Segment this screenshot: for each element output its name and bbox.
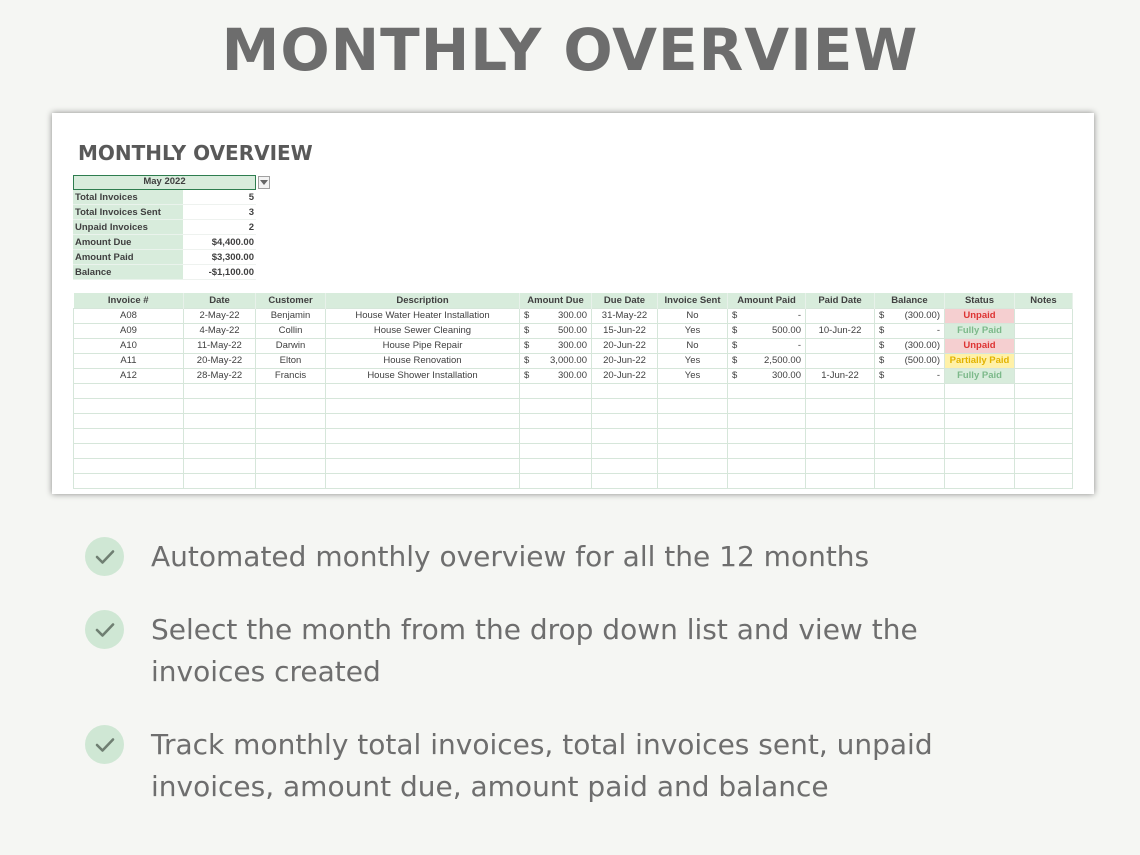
cell-amount-paid-value bbox=[730, 325, 803, 336]
cell-date[interactable]: 28-May-22 bbox=[184, 368, 256, 383]
cell-status-badge[interactable]: Unpaid bbox=[945, 338, 1015, 353]
empty-cell[interactable] bbox=[592, 443, 658, 458]
empty-cell[interactable] bbox=[520, 428, 592, 443]
empty-cell[interactable] bbox=[256, 443, 326, 458]
currency-symbol: $ bbox=[524, 355, 530, 366]
invoice-table bbox=[73, 293, 1073, 489]
cell-status-badge[interactable]: Fully Paid bbox=[945, 368, 1015, 383]
column-header[interactable]: Amount Paid bbox=[728, 293, 806, 308]
empty-cell[interactable] bbox=[658, 443, 728, 458]
empty-cell[interactable] bbox=[256, 398, 326, 413]
empty-cell[interactable] bbox=[184, 443, 256, 458]
empty-cell[interactable] bbox=[728, 413, 806, 428]
cell-amount-paid[interactable] bbox=[728, 338, 806, 353]
empty-cell[interactable] bbox=[256, 473, 326, 488]
currency-symbol: $ bbox=[879, 340, 885, 351]
column-header[interactable]: Status bbox=[945, 293, 1015, 308]
empty-cell[interactable] bbox=[592, 383, 658, 398]
currency-symbol: $ bbox=[524, 370, 530, 381]
cell-balance[interactable] bbox=[875, 353, 945, 368]
cell-customer[interactable]: Francis bbox=[256, 368, 326, 383]
cell-customer[interactable]: Benjamin bbox=[256, 308, 326, 323]
empty-cell[interactable] bbox=[520, 458, 592, 473]
empty-cell[interactable] bbox=[875, 383, 945, 398]
cell-paid-date[interactable] bbox=[806, 353, 875, 368]
cell-notes[interactable] bbox=[1015, 308, 1073, 323]
empty-table-row bbox=[74, 383, 1073, 398]
amount: - bbox=[797, 340, 801, 351]
cell-balance-value bbox=[877, 325, 942, 336]
empty-table-row bbox=[74, 458, 1073, 473]
cell-notes[interactable] bbox=[1015, 338, 1073, 353]
table-row bbox=[74, 338, 1073, 353]
empty-cell[interactable] bbox=[74, 383, 184, 398]
table-row bbox=[74, 308, 1073, 323]
feature-list bbox=[85, 536, 1085, 839]
cell-description[interactable]: House Renovation bbox=[326, 353, 520, 368]
cell-amount-due-value bbox=[522, 340, 589, 351]
month-dropdown-button[interactable] bbox=[258, 176, 270, 189]
column-header[interactable]: Description bbox=[326, 293, 520, 308]
cell-invoice-sent[interactable]: No bbox=[658, 308, 728, 323]
selected-month: May 2022 bbox=[143, 176, 186, 187]
cell-invoice-sent[interactable]: Yes bbox=[658, 323, 728, 338]
sheet-title: MONTHLY OVERVIEW bbox=[78, 141, 313, 165]
cell-invoice-number[interactable]: A09 bbox=[74, 323, 184, 338]
cell-customer[interactable]: Elton bbox=[256, 353, 326, 368]
summary-row bbox=[73, 205, 269, 220]
cell-status-badge[interactable]: Partially Paid bbox=[945, 353, 1015, 368]
empty-cell[interactable] bbox=[658, 413, 728, 428]
empty-table-row bbox=[74, 443, 1073, 458]
cell-balance[interactable] bbox=[875, 338, 945, 353]
empty-cell[interactable] bbox=[74, 428, 184, 443]
cell-invoice-number[interactable]: A10 bbox=[74, 338, 184, 353]
empty-cell[interactable] bbox=[658, 383, 728, 398]
summary-value: $4,400.00 bbox=[183, 235, 256, 250]
cell-amount-paid-value bbox=[730, 355, 803, 366]
page-title: MONTHLY OVERVIEW bbox=[221, 16, 919, 84]
table-row bbox=[74, 368, 1073, 383]
cell-amount-due[interactable] bbox=[520, 353, 592, 368]
empty-cell[interactable] bbox=[184, 458, 256, 473]
column-header[interactable]: Due Date bbox=[592, 293, 658, 308]
column-header[interactable]: Balance bbox=[875, 293, 945, 308]
empty-cell[interactable] bbox=[806, 428, 875, 443]
empty-cell[interactable] bbox=[326, 428, 520, 443]
cell-date[interactable]: 11-May-22 bbox=[184, 338, 256, 353]
cell-invoice-sent[interactable]: No bbox=[658, 338, 728, 353]
amount: 500.00 bbox=[771, 325, 801, 336]
empty-cell[interactable] bbox=[326, 413, 520, 428]
summary-label: Amount Due bbox=[73, 235, 183, 250]
summary-label: Amount Paid bbox=[73, 250, 183, 265]
summary-row bbox=[73, 190, 269, 205]
currency-symbol: $ bbox=[524, 310, 530, 321]
empty-cell[interactable] bbox=[326, 383, 520, 398]
column-header[interactable]: Date bbox=[184, 293, 256, 308]
amount: 300.00 bbox=[557, 310, 587, 321]
cell-amount-due-value bbox=[522, 370, 589, 381]
check-circle bbox=[85, 610, 124, 649]
empty-cell[interactable] bbox=[728, 443, 806, 458]
empty-cell[interactable] bbox=[74, 398, 184, 413]
empty-cell[interactable] bbox=[945, 443, 1015, 458]
empty-cell[interactable] bbox=[74, 413, 184, 428]
empty-cell[interactable] bbox=[74, 473, 184, 488]
cell-paid-date[interactable]: 1-Jun-22 bbox=[806, 368, 875, 383]
summary-rows bbox=[73, 190, 269, 280]
empty-cell[interactable] bbox=[658, 398, 728, 413]
empty-cell[interactable] bbox=[592, 458, 658, 473]
empty-cell[interactable] bbox=[1015, 458, 1073, 473]
cell-notes[interactable] bbox=[1015, 353, 1073, 368]
cell-amount-paid[interactable] bbox=[728, 353, 806, 368]
amount: 300.00 bbox=[557, 370, 587, 381]
summary-value: 3 bbox=[183, 205, 256, 220]
cell-amount-paid[interactable] bbox=[728, 308, 806, 323]
column-header[interactable]: Paid Date bbox=[806, 293, 875, 308]
table-body bbox=[74, 308, 1073, 488]
cell-amount-due[interactable] bbox=[520, 368, 592, 383]
currency-symbol: $ bbox=[732, 355, 738, 366]
empty-cell[interactable] bbox=[256, 458, 326, 473]
feature-item bbox=[85, 536, 1085, 578]
cell-invoice-sent[interactable]: Yes bbox=[658, 353, 728, 368]
checkmark-icon bbox=[95, 622, 115, 638]
amount: - bbox=[936, 370, 940, 381]
empty-cell[interactable] bbox=[875, 428, 945, 443]
empty-cell[interactable] bbox=[184, 473, 256, 488]
summary-value: 2 bbox=[183, 220, 256, 235]
empty-cell[interactable] bbox=[74, 443, 184, 458]
empty-table-row bbox=[74, 413, 1073, 428]
empty-cell[interactable] bbox=[74, 458, 184, 473]
chevron-down-icon bbox=[260, 180, 268, 186]
empty-cell[interactable] bbox=[875, 443, 945, 458]
cell-amount-paid-value bbox=[730, 310, 803, 321]
empty-table-row bbox=[74, 398, 1073, 413]
cell-amount-due[interactable] bbox=[520, 308, 592, 323]
cell-amount-due-value bbox=[522, 310, 589, 321]
empty-table-row bbox=[74, 473, 1073, 488]
empty-cell[interactable] bbox=[945, 383, 1015, 398]
empty-cell[interactable] bbox=[728, 458, 806, 473]
summary-block bbox=[73, 175, 269, 280]
empty-cell[interactable] bbox=[520, 473, 592, 488]
cell-date[interactable]: 2-May-22 bbox=[184, 308, 256, 323]
cell-balance-value bbox=[877, 310, 942, 321]
cell-invoice-sent[interactable]: Yes bbox=[658, 368, 728, 383]
summary-value: 5 bbox=[183, 190, 256, 205]
empty-cell[interactable] bbox=[184, 428, 256, 443]
empty-cell[interactable] bbox=[1015, 473, 1073, 488]
feature-text: Automated monthly overview for all the 12 months bbox=[151, 540, 870, 573]
empty-cell[interactable] bbox=[806, 383, 875, 398]
empty-cell[interactable] bbox=[806, 413, 875, 428]
currency-symbol: $ bbox=[732, 325, 738, 336]
summary-label: Unpaid Invoices bbox=[73, 220, 183, 235]
empty-cell[interactable] bbox=[592, 413, 658, 428]
cell-due-date[interactable]: 20-Jun-22 bbox=[592, 368, 658, 383]
empty-cell[interactable] bbox=[592, 398, 658, 413]
cell-amount-paid[interactable] bbox=[728, 323, 806, 338]
column-header[interactable]: Notes bbox=[1015, 293, 1073, 308]
empty-cell[interactable] bbox=[875, 458, 945, 473]
empty-cell[interactable] bbox=[728, 428, 806, 443]
check-circle bbox=[85, 537, 124, 576]
summary-value: -$1,100.00 bbox=[183, 265, 256, 280]
summary-label: Total Invoices bbox=[73, 190, 183, 205]
empty-cell[interactable] bbox=[728, 383, 806, 398]
check-circle bbox=[85, 725, 124, 764]
summary-value: $3,300.00 bbox=[183, 250, 256, 265]
currency-symbol: $ bbox=[524, 340, 530, 351]
empty-cell[interactable] bbox=[1015, 443, 1073, 458]
empty-cell[interactable] bbox=[945, 413, 1015, 428]
cell-balance-value bbox=[877, 355, 942, 366]
cell-balance[interactable] bbox=[875, 323, 945, 338]
empty-cell[interactable] bbox=[592, 428, 658, 443]
cell-due-date[interactable]: 31-May-22 bbox=[592, 308, 658, 323]
empty-cell[interactable] bbox=[806, 443, 875, 458]
empty-table-row bbox=[74, 428, 1073, 443]
cell-balance[interactable] bbox=[875, 368, 945, 383]
empty-cell[interactable] bbox=[256, 428, 326, 443]
cell-notes[interactable] bbox=[1015, 368, 1073, 383]
column-header[interactable]: Invoice # bbox=[74, 293, 184, 308]
empty-cell[interactable] bbox=[728, 398, 806, 413]
currency-symbol: $ bbox=[879, 325, 885, 336]
amount: - bbox=[936, 325, 940, 336]
cell-invoice-number[interactable]: A12 bbox=[74, 368, 184, 383]
empty-cell[interactable] bbox=[256, 413, 326, 428]
summary-row bbox=[73, 220, 269, 235]
empty-cell[interactable] bbox=[520, 413, 592, 428]
empty-cell[interactable] bbox=[875, 413, 945, 428]
table-row bbox=[74, 353, 1073, 368]
currency-symbol: $ bbox=[524, 325, 530, 336]
cell-status-badge[interactable]: Unpaid bbox=[945, 308, 1015, 323]
cell-paid-date[interactable] bbox=[806, 308, 875, 323]
empty-cell[interactable] bbox=[592, 473, 658, 488]
cell-description[interactable]: House Shower Installation bbox=[326, 368, 520, 383]
cell-due-date[interactable]: 20-Jun-22 bbox=[592, 353, 658, 368]
cell-amount-paid-value bbox=[730, 340, 803, 351]
empty-cell[interactable] bbox=[184, 398, 256, 413]
cell-invoice-number[interactable]: A11 bbox=[74, 353, 184, 368]
cell-description[interactable]: House Water Heater Installation bbox=[326, 308, 520, 323]
cell-paid-date[interactable] bbox=[806, 338, 875, 353]
empty-cell[interactable] bbox=[875, 473, 945, 488]
empty-cell[interactable] bbox=[520, 398, 592, 413]
cell-date[interactable]: 20-May-22 bbox=[184, 353, 256, 368]
empty-cell[interactable] bbox=[256, 383, 326, 398]
empty-cell[interactable] bbox=[875, 398, 945, 413]
cell-date[interactable]: 4-May-22 bbox=[184, 323, 256, 338]
currency-symbol: $ bbox=[732, 370, 738, 381]
summary-row bbox=[73, 250, 269, 265]
column-header[interactable]: Invoice Sent bbox=[658, 293, 728, 308]
currency-symbol: $ bbox=[879, 310, 885, 321]
cell-balance-value bbox=[877, 340, 942, 351]
cell-description[interactable]: House Pipe Repair bbox=[326, 338, 520, 353]
cell-paid-date[interactable]: 10-Jun-22 bbox=[806, 323, 875, 338]
column-header[interactable]: Customer bbox=[256, 293, 326, 308]
month-selector[interactable] bbox=[73, 175, 256, 190]
empty-cell[interactable] bbox=[945, 398, 1015, 413]
summary-row bbox=[73, 235, 269, 250]
cell-balance[interactable] bbox=[875, 308, 945, 323]
table-row bbox=[74, 323, 1073, 338]
amount: 300.00 bbox=[557, 340, 587, 351]
amount: 300.00 bbox=[771, 370, 801, 381]
empty-cell[interactable] bbox=[326, 458, 520, 473]
empty-cell[interactable] bbox=[1015, 383, 1073, 398]
empty-cell[interactable] bbox=[806, 458, 875, 473]
feature-text: Track monthly total invoices, total invoices sent, unpaid invoices, amount due, amount paid and balance bbox=[151, 728, 933, 803]
summary-label: Balance bbox=[73, 265, 183, 280]
currency-symbol: $ bbox=[732, 310, 738, 321]
empty-cell[interactable] bbox=[326, 443, 520, 458]
cell-amount-due-value bbox=[522, 355, 589, 366]
empty-cell[interactable] bbox=[945, 458, 1015, 473]
cell-amount-paid[interactable] bbox=[728, 368, 806, 383]
currency-symbol: $ bbox=[732, 340, 738, 351]
empty-cell[interactable] bbox=[806, 473, 875, 488]
table-header-row bbox=[74, 293, 1073, 308]
amount: (300.00) bbox=[904, 310, 940, 321]
cell-balance-value bbox=[877, 370, 942, 381]
currency-symbol: $ bbox=[879, 370, 885, 381]
cell-due-date[interactable]: 20-Jun-22 bbox=[592, 338, 658, 353]
empty-cell[interactable] bbox=[728, 473, 806, 488]
cell-customer[interactable]: Collin bbox=[256, 323, 326, 338]
empty-cell[interactable] bbox=[945, 428, 1015, 443]
cell-customer[interactable]: Darwin bbox=[256, 338, 326, 353]
empty-cell[interactable] bbox=[520, 383, 592, 398]
cell-due-date[interactable]: 15-Jun-22 bbox=[592, 323, 658, 338]
amount: - bbox=[797, 310, 801, 321]
empty-cell[interactable] bbox=[326, 473, 520, 488]
empty-cell[interactable] bbox=[658, 428, 728, 443]
amount: 2,500.00 bbox=[764, 355, 801, 366]
cell-amount-due[interactable] bbox=[520, 323, 592, 338]
cell-amount-paid-value bbox=[730, 370, 803, 381]
column-header[interactable]: Amount Due bbox=[520, 293, 592, 308]
empty-cell[interactable] bbox=[1015, 398, 1073, 413]
amount: 500.00 bbox=[557, 325, 587, 336]
feature-item bbox=[85, 724, 1085, 808]
summary-label: Total Invoices Sent bbox=[73, 205, 183, 220]
amount: 3,000.00 bbox=[550, 355, 587, 366]
amount: (300.00) bbox=[904, 340, 940, 351]
empty-cell[interactable] bbox=[806, 398, 875, 413]
empty-cell[interactable] bbox=[1015, 413, 1073, 428]
cell-description[interactable]: House Sewer Cleaning bbox=[326, 323, 520, 338]
empty-cell[interactable] bbox=[184, 383, 256, 398]
empty-cell[interactable] bbox=[945, 473, 1015, 488]
empty-cell[interactable] bbox=[1015, 428, 1073, 443]
cell-status-badge[interactable]: Fully Paid bbox=[945, 323, 1015, 338]
empty-cell[interactable] bbox=[326, 398, 520, 413]
empty-cell[interactable] bbox=[658, 458, 728, 473]
empty-cell[interactable] bbox=[184, 413, 256, 428]
checkmark-icon bbox=[95, 549, 115, 565]
cell-amount-due-value bbox=[522, 325, 589, 336]
summary-row bbox=[73, 265, 269, 280]
spreadsheet-screenshot bbox=[52, 113, 1094, 494]
checkmark-icon bbox=[95, 737, 115, 753]
cell-notes[interactable] bbox=[1015, 323, 1073, 338]
empty-cell[interactable] bbox=[520, 443, 592, 458]
currency-symbol: $ bbox=[879, 355, 885, 366]
feature-item bbox=[85, 609, 1085, 693]
cell-amount-due[interactable] bbox=[520, 338, 592, 353]
empty-cell[interactable] bbox=[658, 473, 728, 488]
cell-invoice-number[interactable]: A08 bbox=[74, 308, 184, 323]
feature-text: Select the month from the drop down list and view the invoices created bbox=[151, 613, 918, 688]
amount: (500.00) bbox=[904, 355, 940, 366]
